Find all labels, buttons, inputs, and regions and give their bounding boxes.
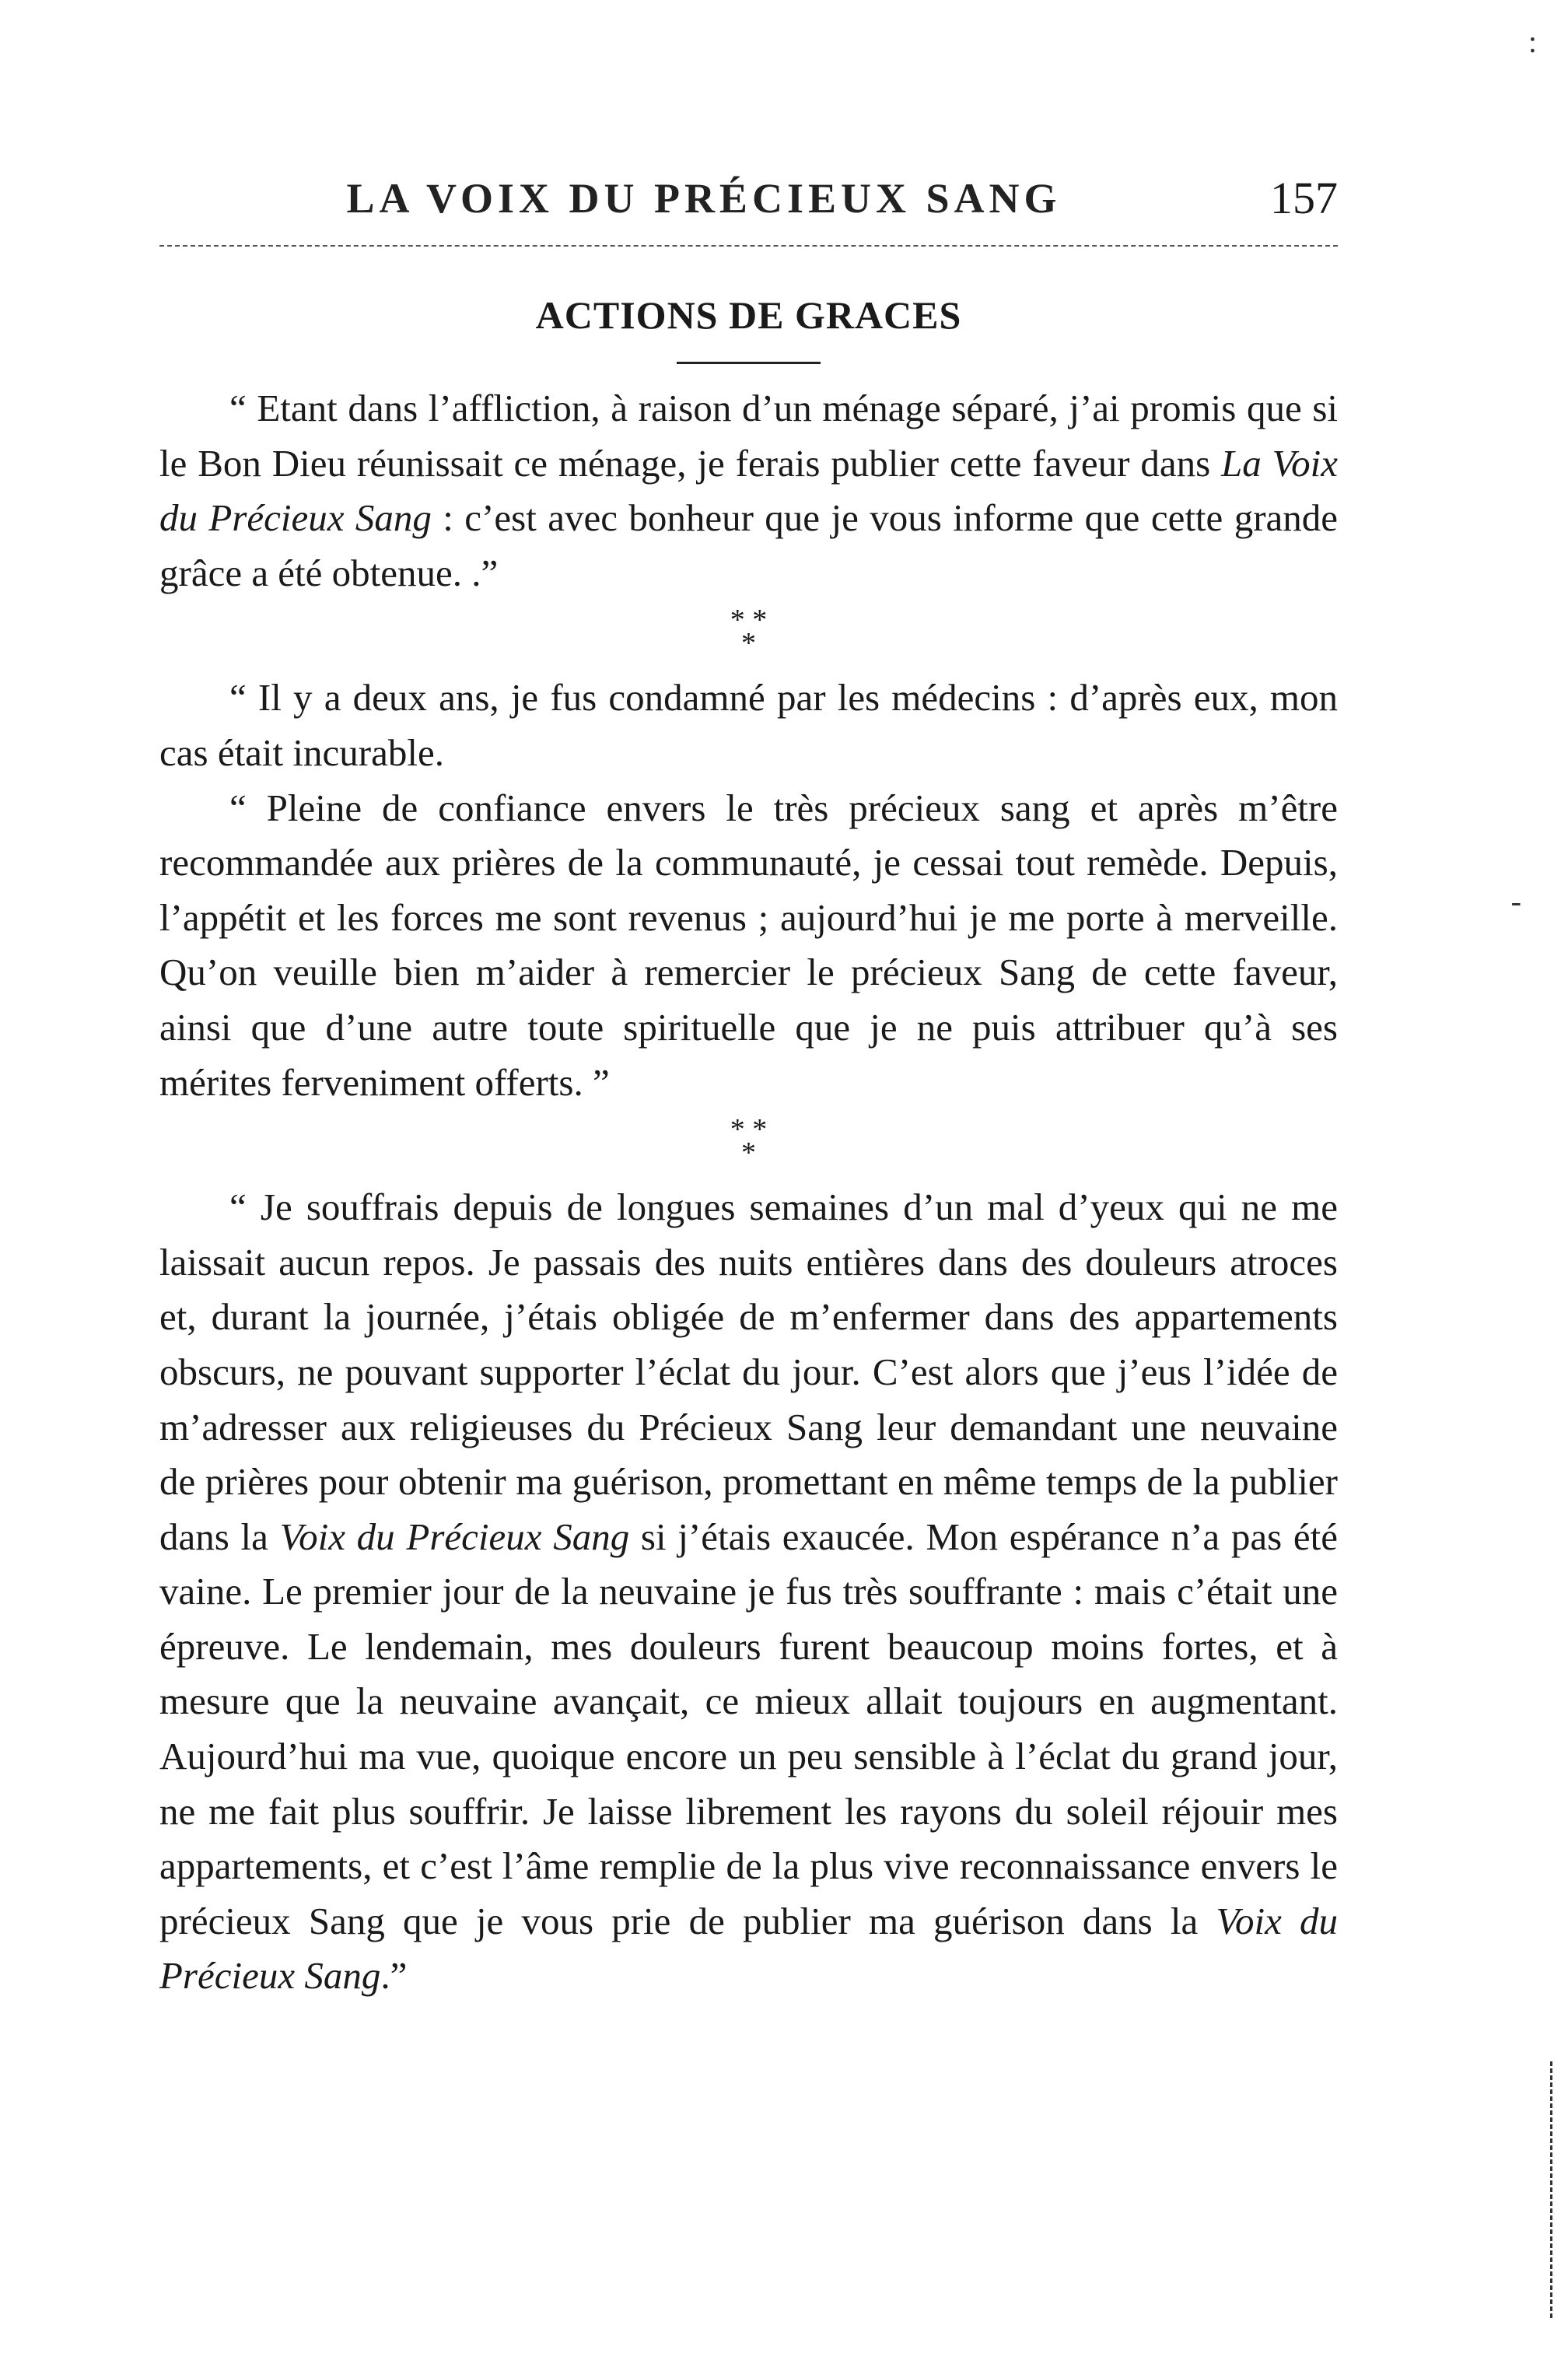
asterism-separator-2 [159,1110,1338,1180]
margin-dash-mark: - [1510,884,1521,919]
paragraph-4-italic-title-2: Voix du Précieux Sang [159,1899,1338,1998]
header-rule [159,245,1338,247]
asterism-separator-1 [159,601,1338,671]
paragraph-3: “ Pleine de confiance envers le très précieux sang et après m’être recommandée aux prières de la communauté, je cessai tout remède. Depuis, l’appétit et les forces me sont revenus ; aujourd’hui je me porte à merveille. Qu’on veuille bien m’aider à remercier le précieux Sang de cette faveur, ainsi que d’une autre toute spirituelle que je ne puis attribuer qu’à ses mérites ferveniment offerts. ” [159,786,1338,1104]
paragraph-1-text-end: : c’est avec bonheur que je vous informe que cette grande grâce a été obtenue. .” [159,496,1339,594]
paragraph-1-text: “ Etant dans l’affliction, à raison d’un ménage séparé, j’ai promis que si le Bon Dieu réunissait ce ménage, je ferais publier cette faveur dans [159,387,1338,485]
paragraph-4-italic-title: Voix du Précieux Sang [279,1515,630,1558]
paragraph-1-italic-title: La Voix du Précieux Sang [159,441,1338,540]
paragraph-4 [159,1180,1338,2004]
margin-colon-mark: : [1528,24,1537,59]
asterism-1-bottom: * [741,627,756,660]
running-title: LA VOIX DU PRÉCIEUX SANG [346,175,1062,222]
section-title: ACTIONS DE GRACES [535,293,962,337]
paragraph-4-text: “ Je souffrais depuis de longues semaines d’un mal d’yeux qui ne me laissait aucun repos. Je passais des nuits entières dans des douleurs atroces et, durant la journée, j’étais obligée de m’enfermer dans des appartements obscurs, ne pouvant supporter l’éclat du jour. C’est alors que j’eus l’idée de m’adresser aux religieuses du Précieux Sang leur demandant une neuvaine de prières pour obtenir ma guérison, promettant en même temps de la publier dans la [159,1185,1338,1558]
paragraph-1 [159,381,1338,601]
page-edge-line [1550,2061,1552,2318]
title-rule [677,362,821,364]
page-number: 157 [1270,173,1338,223]
body-text [159,381,1338,2004]
paragraph-4-text-middle: si j’étais exaucée. Mon espérance n’a pas été vaine. Le premier jour de la neuvaine je fus très souffrante : mais c’était une épreuve. Le lendemain, mes douleurs furent beaucoup moins fortes, et à mesure que la neuvaine avançait, ce mieux allait toujours en augmentant. Aujourd’hui ma vue, quoique encore un peu sensible à l’éclat du grand jour, ne me fait plus souffrir. Je laisse librement les rayons du soleil réjouir mes appartements, et c’est l’âme remplie de la plus vive reconnaissance envers le précieux Sang que je vous prie de publier ma guérison dans la [159,1515,1338,1942]
paragraph-4-text-end: .” [380,1954,408,1998]
asterism-2-top: * * [730,1113,768,1147]
running-head [159,163,1338,233]
book-page [159,148,1338,2310]
asterism-2-bottom: * [741,1136,756,1170]
paragraph-2: “ Il y a deux ans, je fus condamné par les médecins : d’après eux, mon cas était incurable. [159,676,1338,774]
asterism-1-top: * * [730,604,768,637]
